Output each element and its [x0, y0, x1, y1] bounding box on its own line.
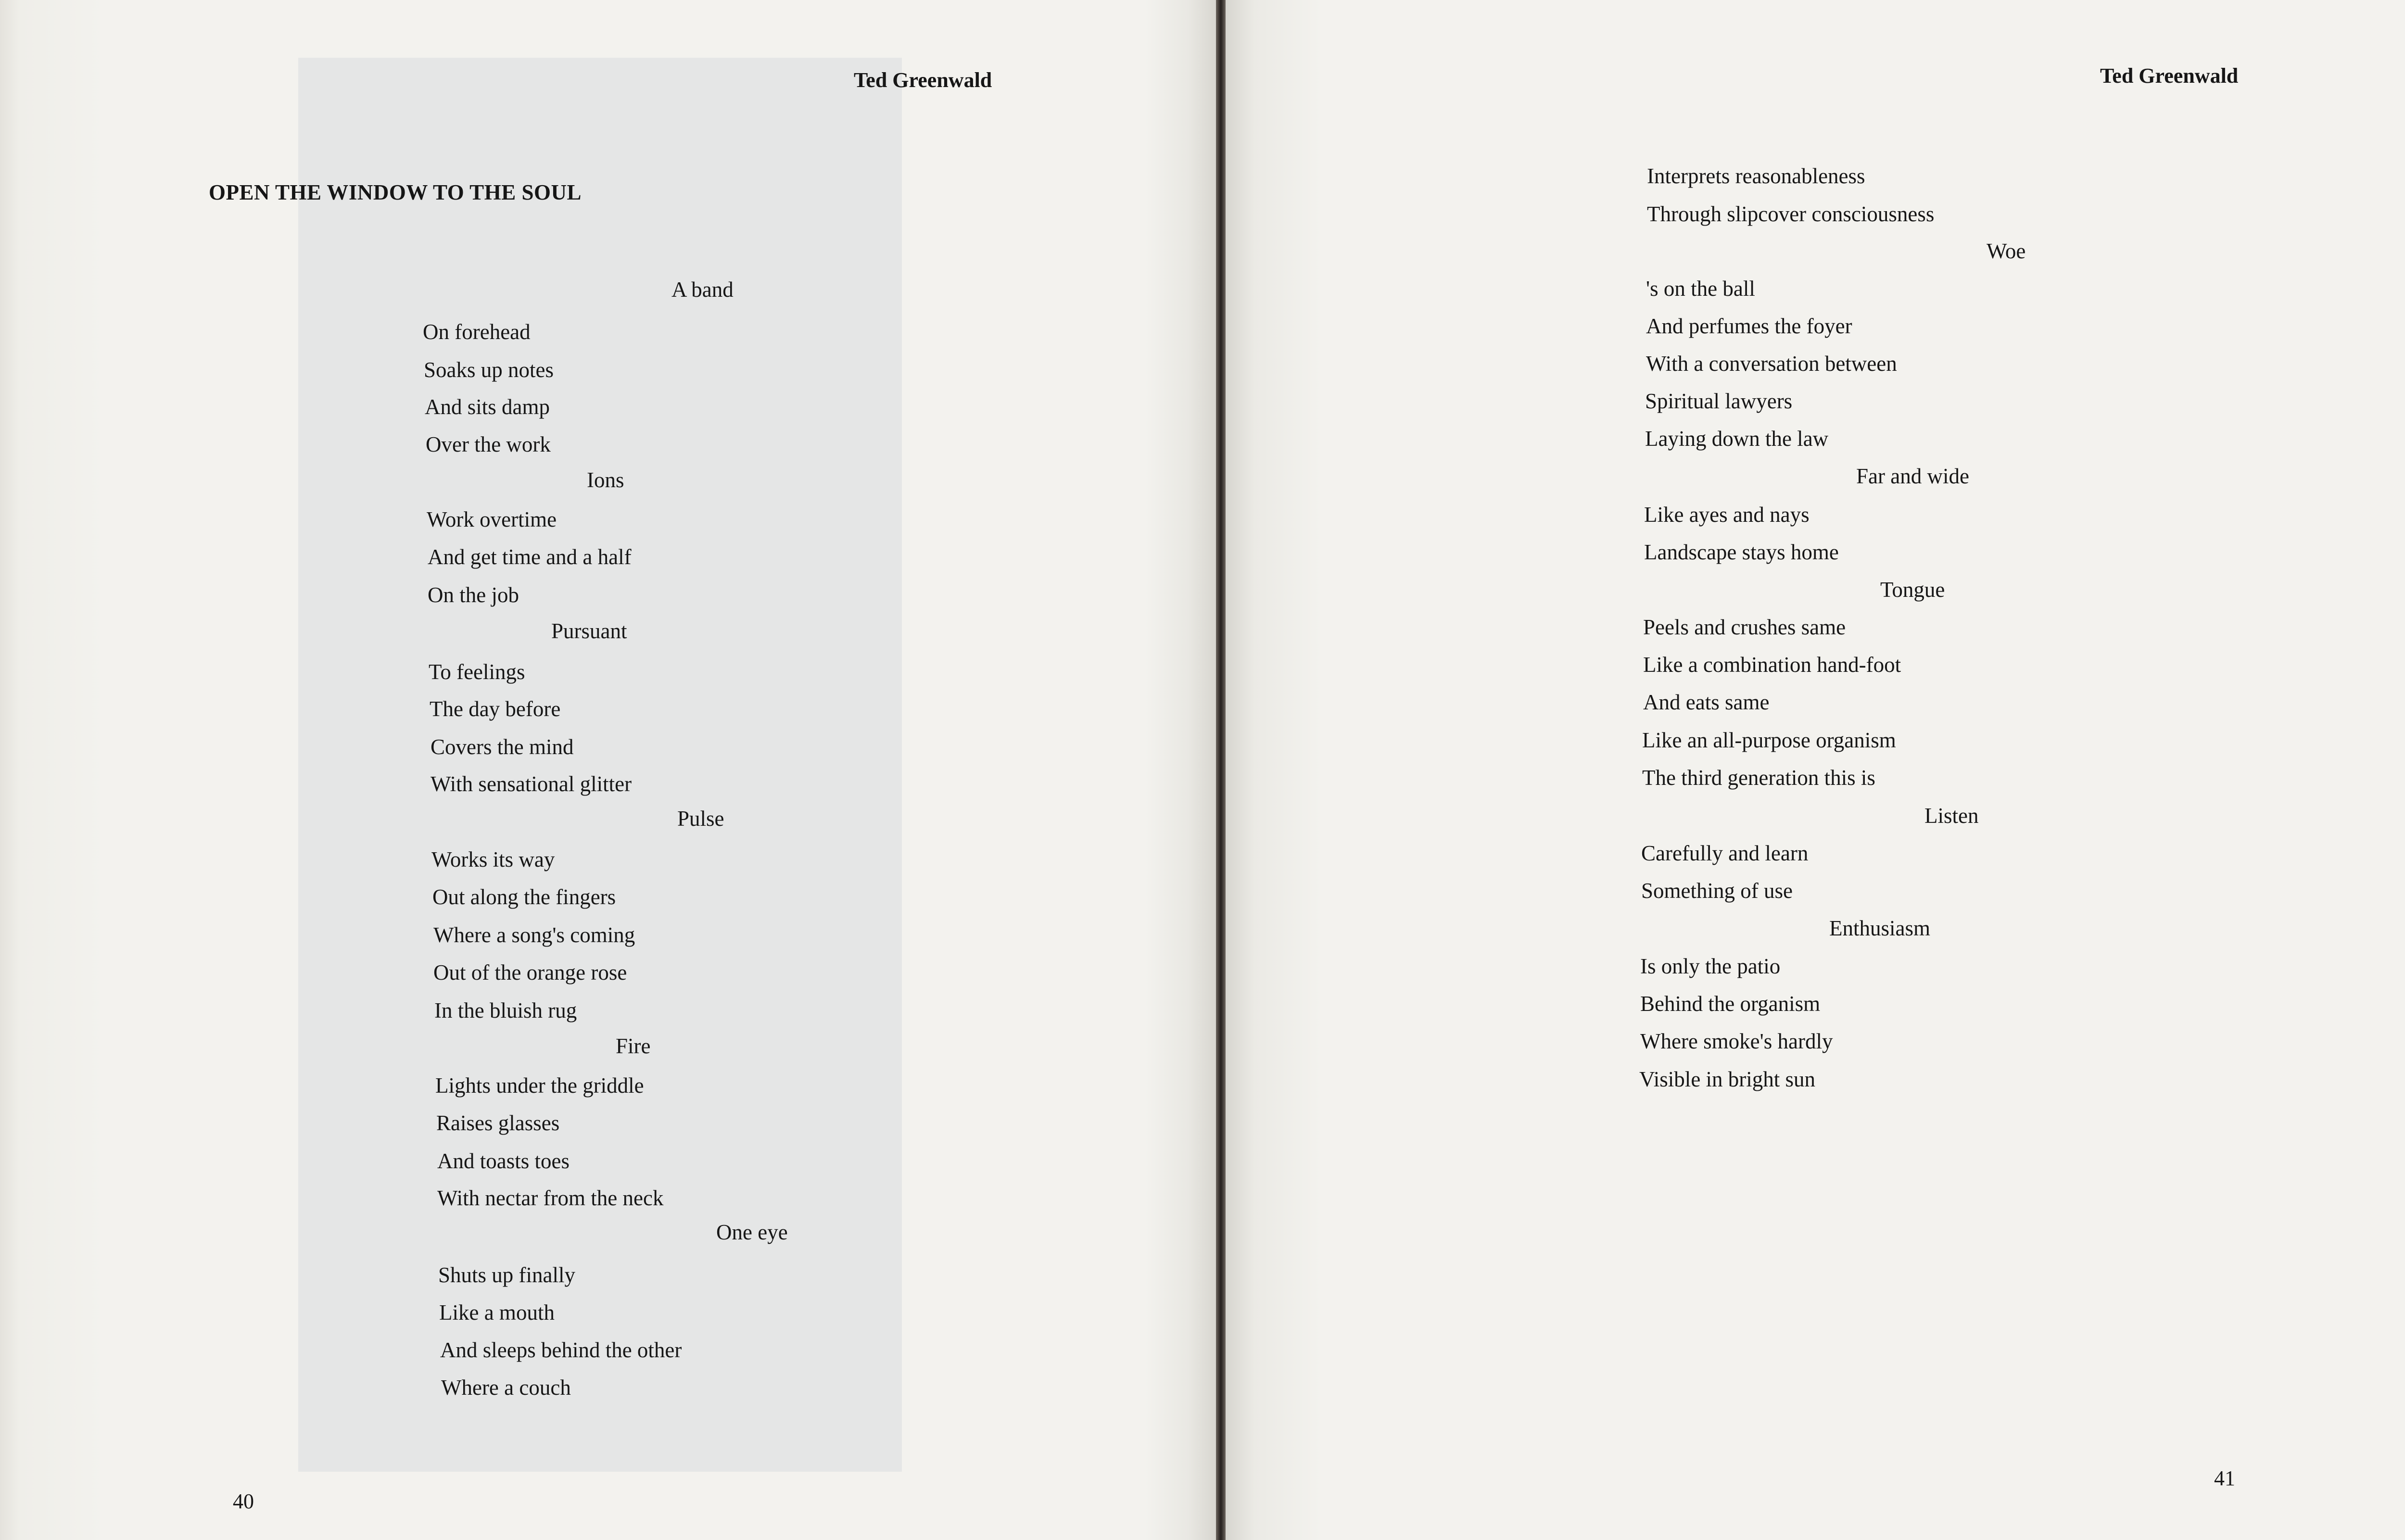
- poem-line: One eye: [716, 1220, 788, 1244]
- poem-line: Covers the mind: [430, 735, 574, 759]
- poem-line: Ions: [587, 468, 624, 492]
- poem-line: And toasts toes: [437, 1149, 570, 1173]
- book-gutter: [1216, 0, 1226, 1540]
- poem-line: Raises glasses: [436, 1111, 560, 1135]
- poem-line: Behind the organism: [1640, 992, 1821, 1016]
- poem-line: To feelings: [429, 660, 525, 684]
- poem-line: Like a mouth: [439, 1300, 555, 1325]
- poem-line: Out along the fingers: [432, 885, 616, 909]
- poem-line: With sensational glitter: [430, 772, 632, 796]
- poem-line: Shuts up finally: [438, 1263, 576, 1287]
- poem-line: Like an all-purpose organism: [1642, 728, 1896, 752]
- poem-line: Where a song's coming: [433, 923, 635, 947]
- poem-line: Soaks up notes: [424, 358, 554, 382]
- poem-line: Landscape stays home: [1644, 540, 1839, 564]
- poem-line: Where a couch: [441, 1376, 571, 1400]
- page-number: 40: [233, 1490, 254, 1513]
- poem-line: The day before: [430, 697, 561, 721]
- poem-line: Fire: [616, 1034, 651, 1058]
- poem-line: Enthusiasm: [1829, 916, 1930, 940]
- poem-line: Woe: [1987, 239, 2026, 263]
- poem-line: Interprets reasonableness: [1647, 164, 1865, 188]
- poem-line: Laying down the law: [1645, 427, 1829, 451]
- poem-line: Work overtime: [427, 507, 557, 531]
- poem-line: Visible in bright sun: [1639, 1067, 1816, 1091]
- poem-line: Something of use: [1641, 879, 1793, 903]
- poem-line: And sits damp: [425, 395, 550, 419]
- poem-line: Peels and crushes same: [1643, 615, 1846, 639]
- poem-line: Carefully and learn: [1641, 841, 1809, 865]
- poem-line: And eats same: [1643, 690, 1770, 714]
- poem-line: In the bluish rug: [434, 998, 577, 1022]
- poem-line: Listen: [1924, 804, 1979, 828]
- poem-line: Spiritual lawyers: [1645, 389, 1793, 413]
- running-head: Ted Greenwald: [854, 68, 992, 92]
- poem-line: Like a combination hand-foot: [1643, 653, 1901, 677]
- poem-line: Through slipcover consciousness: [1647, 202, 1935, 226]
- poem-line: Lights under the griddle: [435, 1073, 644, 1098]
- poem-line: The third generation this is: [1642, 766, 1875, 790]
- poem-line: Like ayes and nays: [1644, 503, 1810, 527]
- poem-line: And get time and a half: [428, 545, 632, 569]
- poem-line: And perfumes the foyer: [1646, 314, 1852, 338]
- poem-line: Tongue: [1880, 578, 1945, 602]
- poem-line: On forehead: [423, 320, 531, 344]
- poem-line: On the job: [428, 583, 519, 607]
- poem-line: Out of the orange rose: [433, 960, 627, 985]
- poem-line: And sleeps behind the other: [440, 1338, 682, 1362]
- poem-line: Over the work: [426, 432, 551, 456]
- running-head: Ted Greenwald: [2100, 64, 2239, 88]
- poem-line: A band: [671, 278, 734, 302]
- poem-title: OPEN THE WINDOW TO THE SOUL: [209, 180, 582, 204]
- page-number: 41: [2214, 1466, 2235, 1490]
- poem-line: Far and wide: [1856, 464, 1969, 488]
- poem-line: With a conversation between: [1646, 352, 1897, 376]
- right-page: [1226, 0, 2405, 1540]
- poem-line: Where smoke's hardly: [1640, 1029, 1833, 1053]
- poem-line: Pursuant: [551, 619, 627, 643]
- poem-line: With nectar from the neck: [437, 1186, 664, 1210]
- poem-line: 's on the ball: [1646, 277, 1755, 301]
- poem-line: Is only the patio: [1640, 954, 1781, 978]
- poem-line: Works its way: [431, 847, 555, 871]
- show-through-shading: [298, 58, 902, 1472]
- poem-line: Pulse: [677, 807, 724, 831]
